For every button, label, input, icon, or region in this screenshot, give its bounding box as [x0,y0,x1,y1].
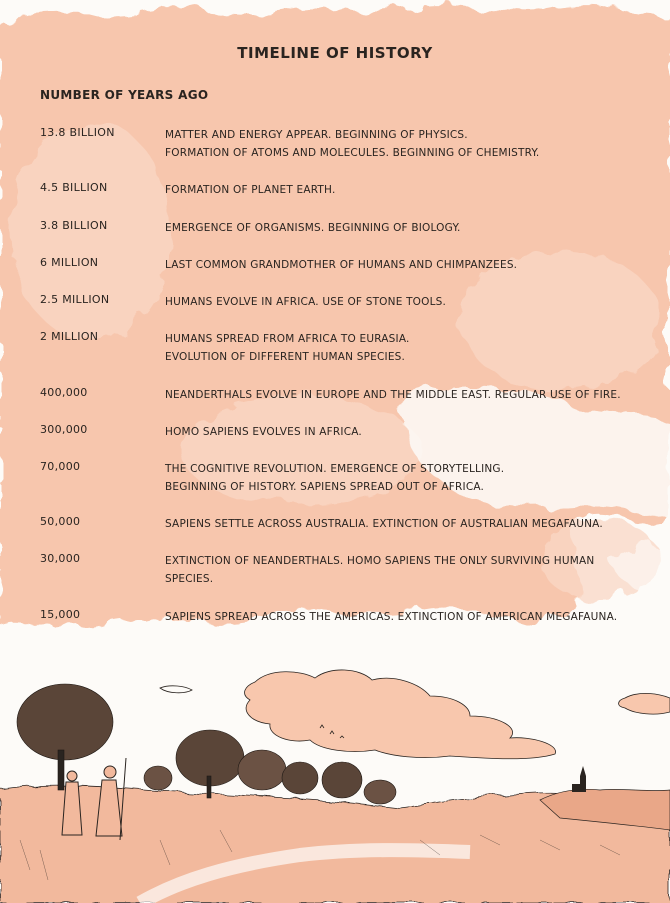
entry-years-ago: 30,000 [40,552,81,565]
page-title: TIMELINE OF HISTORY [237,44,433,62]
description-line: SAPIENS SPREAD ACROSS THE AMERICAS. EXTINCTION OF AMERICAN MEGAFAUNA. [165,611,618,623]
description-line: HUMANS EVOLVE IN AFRICA. USE OF STONE TOOLS. [165,296,447,308]
description-line: EMERGENCE OF ORGANISMS. BEGINNING OF BIOLOGY. [165,222,461,234]
church-icon [572,766,586,792]
entry-description [165,330,645,366]
entry-description [165,126,645,162]
description-line: SAPIENS SETTLE ACROSS AUSTRALIA. EXTINCTION OF AUSTRALIAN MEGAFAUNA. [165,518,603,530]
entry-description [165,552,645,588]
entry-description [165,608,645,626]
entry-years-ago: 300,000 [40,423,88,436]
description-line: EXTINCTION OF NEANDERTHALS. HOMO SAPIENS THE ONLY SURVIVING HUMAN [165,555,595,567]
description-line: FORMATION OF ATOMS AND MOLECULES. BEGINNING OF CHEMISTRY. [165,147,540,159]
description-line: THE COGNITIVE REVOLUTION. EMERGENCE OF STORYTELLING. [165,463,505,475]
entry-description [165,293,645,311]
description-line: HOMO SAPIENS EVOLVES IN AFRICA. [165,426,362,438]
entry-description [165,460,645,496]
entry-description [165,219,645,237]
landscape-illustration [0,640,670,903]
entry-description [165,256,645,274]
description-line: EVOLUTION OF DIFFERENT HUMAN SPECIES. [165,351,406,363]
entry-description [165,515,645,533]
entry-years-ago: 15,000 [40,608,81,621]
entry-description [165,181,645,199]
entry-description [165,386,645,404]
description-line: SPECIES. [165,573,214,585]
entry-years-ago: 50,000 [40,515,81,528]
entry-years-ago: 6 MILLION [40,256,99,269]
entry-years-ago: 70,000 [40,460,81,473]
description-line: LAST COMMON GRANDMOTHER OF HUMANS AND CHIMPANZEES. [165,259,518,271]
entry-years-ago: 400,000 [40,386,88,399]
description-line: BEGINNING OF HISTORY. SAPIENS SPREAD OUT OF AFRICA. [165,481,485,493]
description-line: NEANDERTHALS EVOLVE IN EUROPE AND THE MIDDLE EAST. REGULAR USE OF FIRE. [165,389,621,401]
description-line: HUMANS SPREAD FROM AFRICA TO EURASIA. [165,333,410,345]
entry-years-ago: 2 MILLION [40,330,99,343]
description-line: FORMATION OF PLANET EARTH. [165,184,336,196]
entry-years-ago: 2.5 MILLION [40,293,110,306]
entry-description [165,423,645,441]
description-line: MATTER AND ENERGY APPEAR. BEGINNING OF PHYSICS. [165,129,468,141]
entry-years-ago: 3.8 BILLION [40,219,108,232]
entry-years-ago: 4.5 BILLION [40,181,108,194]
column-header: NUMBER OF YEARS AGO [40,88,209,102]
entry-years-ago: 13.8 BILLION [40,126,115,139]
